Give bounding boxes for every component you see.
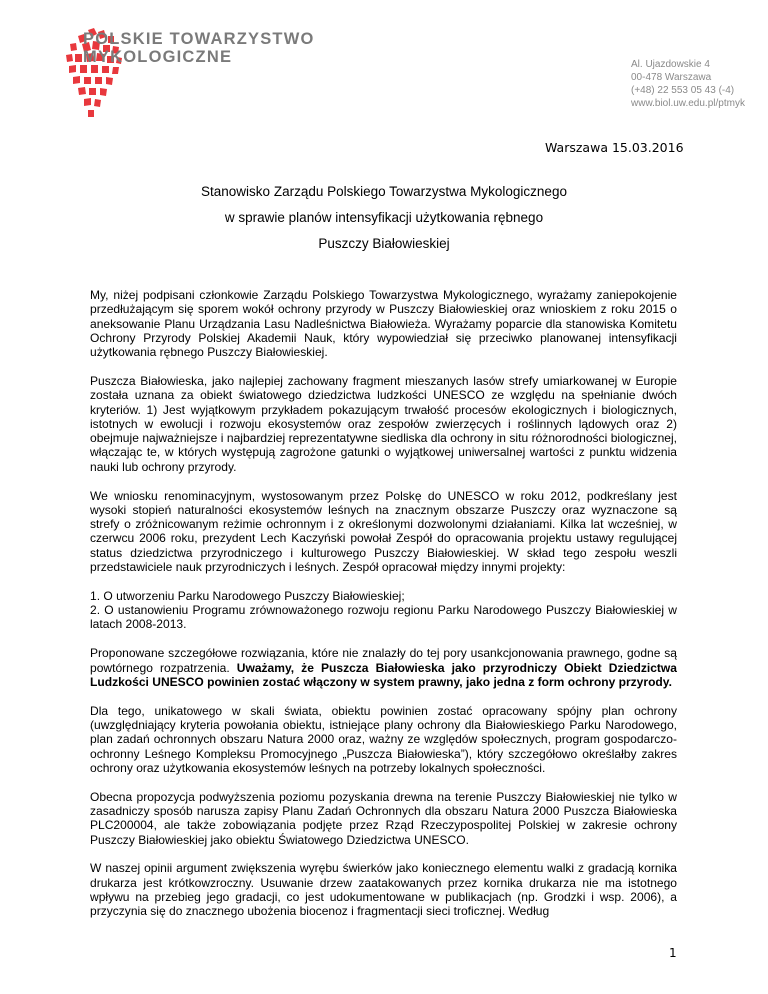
- title-line-1: Stanowisko Zarządu Polskiego Towarzystwa Mykologicznego: [201, 184, 567, 199]
- org-name-line1: POLSKIE TOWARZYSTWO: [83, 30, 315, 48]
- paragraph-7: Obecna propozycja podwyższenia poziomu pozyskania drewna na terenie Puszczy Białowieskiej nie tylko w zasadniczy sposób narusza zapisy Planu Zadań Ochronnych dla obszaru Natura 2000 Puszcza Białowieska PLC200004, ale także zobowiązania podjęte przez Rząd Rzeczypospolitej Polskiej w zakresie ochrony Puszczy Białowieskiej jako obiektu Światowego Dziedzictwa UNESCO.: [90, 789, 677, 847]
- paragraph-4: [90, 589, 677, 632]
- paragraph-3: We wniosku renominacyjnym, wystosowanym przez Polskę do UNESCO w roku 2012, podkreślany jest wysoki stopień naturalności ekosystemów leśnych na znacznym obszarze Puszczy oraz wyznaczone są strefy o zróżnicowanym reżimie ochronnym i z określonymi dozwolonymi działaniami. Kilka lat wcześniej, w czerwcu 2006 roku, prezydent Lech Kaczyński powołał Zespół do opracowania projektu ustawy regulującej status dziedzictwa przyrodniczego i kulturowego Puszczy Białowieskiej. W skład tego zespołu weszli przedstawiciele nauk przyrodniczych i leśnych. Zespół opracował między innymi projekty:: [90, 488, 677, 575]
- address-street: Al. Ujazdowskie 4: [631, 59, 710, 70]
- paragraph-5-bold: Uważamy, że Puszcza Białowieska jako przyrodniczy Obiekt Dziedzictwa Ludzkości UNESCO powinien zostać włączony w system prawny, jako jedna z form ochrony przyrody.: [90, 660, 678, 689]
- paragraph-2: Puszcza Białowieska, jako najlepiej zachowany fragment mieszanych lasów strefy umiarkowanej w Europie została uznana za obiekt światowego dziedzictwa ludzkości UNESCO ze względu na spełnianie dwóch kryteriów. 1) Jest wyjątkowym przykładem pokazującym trwałość procesów ekologicznych i biologicznych, istotnych w ewolucji i rozwoju ekosystemów oraz zespołów zwierzęcych i roślinnych lądowych oraz 2) obejmuje najważniejsze i najbardziej reprezentatywne siedliska dla ochrony in situ różnorodności biologicznej, włączając te, w których występują zagrożone gatunki o wyjątkowej uniwersalnej wartości z punktu widzenia nauki lub ochrony przyrody.: [90, 373, 677, 474]
- list-item-2: 2. O ustanowieniu Programu zrównoważonego rozwoju regionu Parku Narodowego Puszczy Białowieskiej w latach 2008-2013.: [90, 603, 677, 632]
- title-line-2: w sprawie planów intensyfikacji użytkowania rębnego: [224, 210, 544, 225]
- document-date: Warszawa 15.03.2016: [545, 140, 684, 155]
- paragraph-6: Dla tego, unikatowego w skali świata, obiektu powinien zostać opracowany spójny plan ochrony (uwzględniający kryteria powołania obiektu, istniejące plany ochrony dla Białowieskiego Parku Narodowego, plan zadań ochronnych obszaru Natura 2000 oraz, ważny ze względów społecznych, program gospodarczo-ochronny Leśnego Kompleksu Promocyjnego „Puszcza Białowieska”), który szczegółowo określałby zakres ochrony oraz użytkowania ekosystemów leśnych na potrzeby lokalnych społeczności.: [90, 703, 677, 775]
- address-block: [631, 58, 745, 110]
- list-item-1: 1. O utworzeniu Parku Narodowego Puszczy Białowieskiej;: [90, 588, 405, 603]
- address-city: 00-478 Warszawa: [631, 72, 712, 83]
- address-phone: (+48) 22 553 05 43 (-4): [631, 85, 735, 96]
- paragraph-5-text: Proponowane szczegółowe rozwiązania, które nie znalazły do tej pory usankcjonowania prawnego, godne są powtórnego rozpatrzenia.: [90, 646, 677, 675]
- title-line-3: Puszczy Białowieskiej: [318, 236, 450, 251]
- document-body: [90, 288, 677, 933]
- page-number: 1: [669, 946, 677, 960]
- address-website: www.biol.uw.edu.pl/ptmyk: [631, 98, 745, 109]
- org-name-line2: MYKOLOGICZNE: [83, 48, 233, 66]
- paragraph-8: W naszej opinii argument zwiększenia wyrębu świerków jako koniecznego elementu walki z gradacją kornika drukarza jest krótkowzroczny. Usuwanie drzew zaatakowanych przez kornika drukarza nie ma istotnego wpływu na przebieg jego gradacji, co jest udokumentowane w publikacjach (np. Grodzki i wsp. 2006), a przyczynia się do znacznego ubożenia biocenoz i fragmentacji sieci troficznej. Według: [90, 861, 677, 919]
- paragraph-5: [90, 646, 677, 689]
- paragraph-1: My, niżej podpisani członkowie Zarządu Polskiego Towarzystwa Mykologicznego, wyrażamy zaniepokojenie przedłużającym się sporem wokół ochrony przyrody w Puszczy Białowieskiej oraz wnioskiem z roku 2015 o aneksowanie Planu Urządzania Lasu Nadleśnictwa Białowieża. Wyrażamy poparcie dla stanowiska Komitetu Ochrony Przyrody Polskiej Akademii Nauk, który wypowiedział się przeciwko planowanej intensyfikacji użytkowania rębnego Puszczy Białowieskiej.: [90, 288, 677, 360]
